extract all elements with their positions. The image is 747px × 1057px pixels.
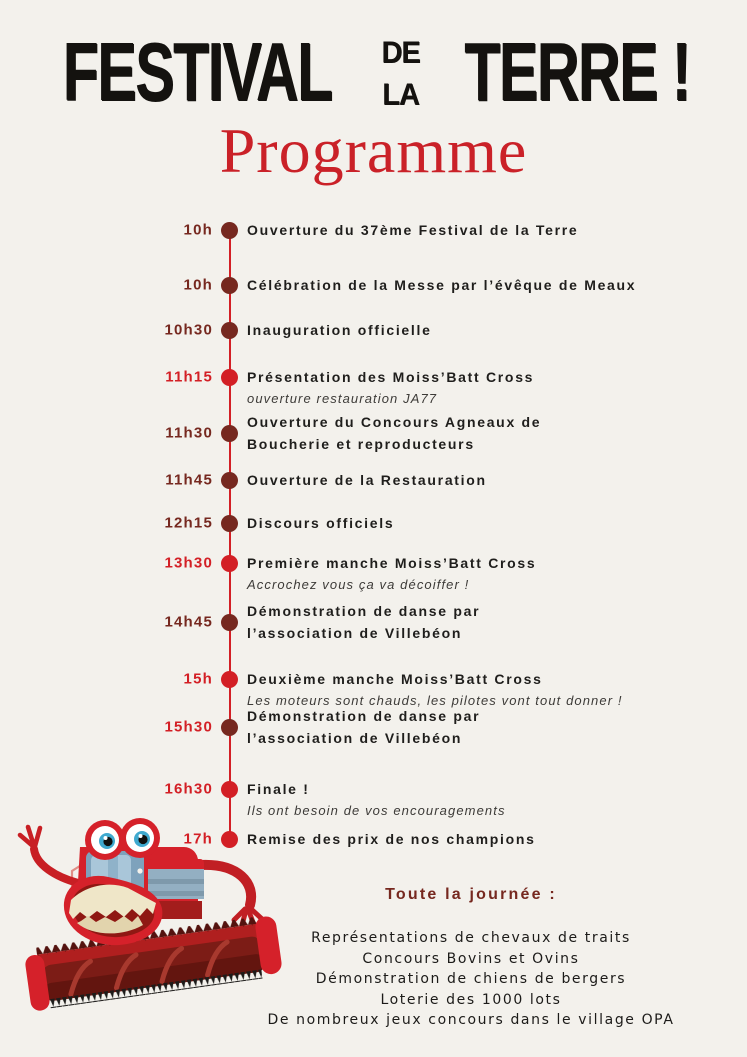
title-festival: FESTIVAL — [62, 24, 332, 118]
timeline-dot — [221, 425, 238, 442]
timeline-dot — [221, 222, 238, 239]
event-time: 11h30 — [165, 424, 213, 442]
timeline-dot — [221, 515, 238, 532]
all-day-item: Loterie des 1000 lots — [380, 991, 562, 1008]
event-time: 10h — [183, 221, 213, 239]
event-subtitle: Ils ont besoin de vos encouragements — [247, 803, 506, 818]
event-subtitle: Les moteurs sont chauds, les pilotes vont tout donner ! — [247, 693, 623, 708]
event-time: 10h — [183, 276, 213, 294]
event-time: 16h30 — [164, 780, 213, 798]
event-subtitle: Accrochez vous ça va décoiffer ! — [247, 577, 470, 592]
programme-heading: Programme — [219, 115, 528, 186]
all-day-item: De nombreux jeux concours dans le village OPA — [267, 1012, 675, 1028]
timeline-dot — [221, 719, 238, 736]
timeline-dot — [221, 614, 238, 631]
event-title: Ouverture du 37ème Festival de la Terre — [247, 222, 579, 238]
event-title: Discours officiels — [247, 515, 395, 531]
all-day-heading: Toute la journée : — [385, 886, 557, 903]
timeline-dot — [221, 277, 238, 294]
mascot-right-arm — [200, 865, 262, 925]
event-title: Présentation des Moiss’Batt Cross — [247, 369, 535, 385]
mascot-left-arm — [20, 827, 78, 883]
event-title: Inauguration officielle — [247, 322, 432, 338]
event-time: 11h15 — [165, 368, 213, 386]
event-title: Remise des prix de nos champions — [247, 831, 536, 847]
event-time: 14h45 — [164, 613, 213, 631]
mascot-right-eye — [120, 818, 160, 858]
event-title: Démonstration de danse par — [247, 603, 481, 619]
timeline-dot — [221, 322, 238, 339]
event-title-line2: l’association de Villebéon — [247, 730, 463, 746]
event-title: Ouverture du Concours Agneaux de — [247, 414, 542, 430]
event-title: Démonstration de danse par — [247, 708, 481, 724]
all-day-item: Représentations de chevaux de traits — [311, 930, 631, 946]
all-day-item: Démonstration de chiens de bergers — [315, 971, 627, 987]
mascot-mouth — [68, 880, 158, 941]
title-de: DE — [381, 36, 420, 70]
all-day-item: Concours Bovins et Ovins — [362, 950, 580, 967]
event-title: Finale ! — [247, 781, 310, 797]
event-title-line2: l’association de Villebéon — [247, 625, 463, 641]
event-time: 15h — [183, 670, 213, 688]
event-time: 15h30 — [164, 718, 213, 736]
timeline-dot — [221, 472, 238, 489]
title-de-la — [381, 32, 419, 116]
event-title-line2: Boucherie et reproducteurs — [247, 436, 475, 452]
event-time: 12h15 — [164, 514, 213, 532]
combine-harvester-mascot-illustration — [10, 813, 302, 1055]
event-title: Deuxième manche Moiss’Batt Cross — [247, 671, 543, 687]
event-time: 13h30 — [164, 554, 213, 572]
mascot-left-eye — [85, 820, 125, 860]
poster-title — [0, 20, 747, 124]
event-title: Ouverture de la Restauration — [247, 472, 487, 488]
event-subtitle: ouverture restauration JA77 — [247, 391, 438, 406]
timeline-dot — [221, 671, 238, 688]
timeline-dot — [221, 555, 238, 572]
event-time: 17h — [183, 830, 213, 848]
event-title: Première manche Moiss’Batt Cross — [247, 555, 537, 571]
title-terre: TERRE ! — [463, 24, 690, 118]
event-time: 11h45 — [165, 471, 213, 489]
event-title: Célébration de la Messe par l’évêque de Meaux — [247, 277, 637, 293]
timeline-dot — [221, 369, 238, 386]
event-time: 10h30 — [164, 321, 213, 339]
title-la: LA — [382, 78, 419, 112]
timeline-dot — [221, 781, 238, 798]
